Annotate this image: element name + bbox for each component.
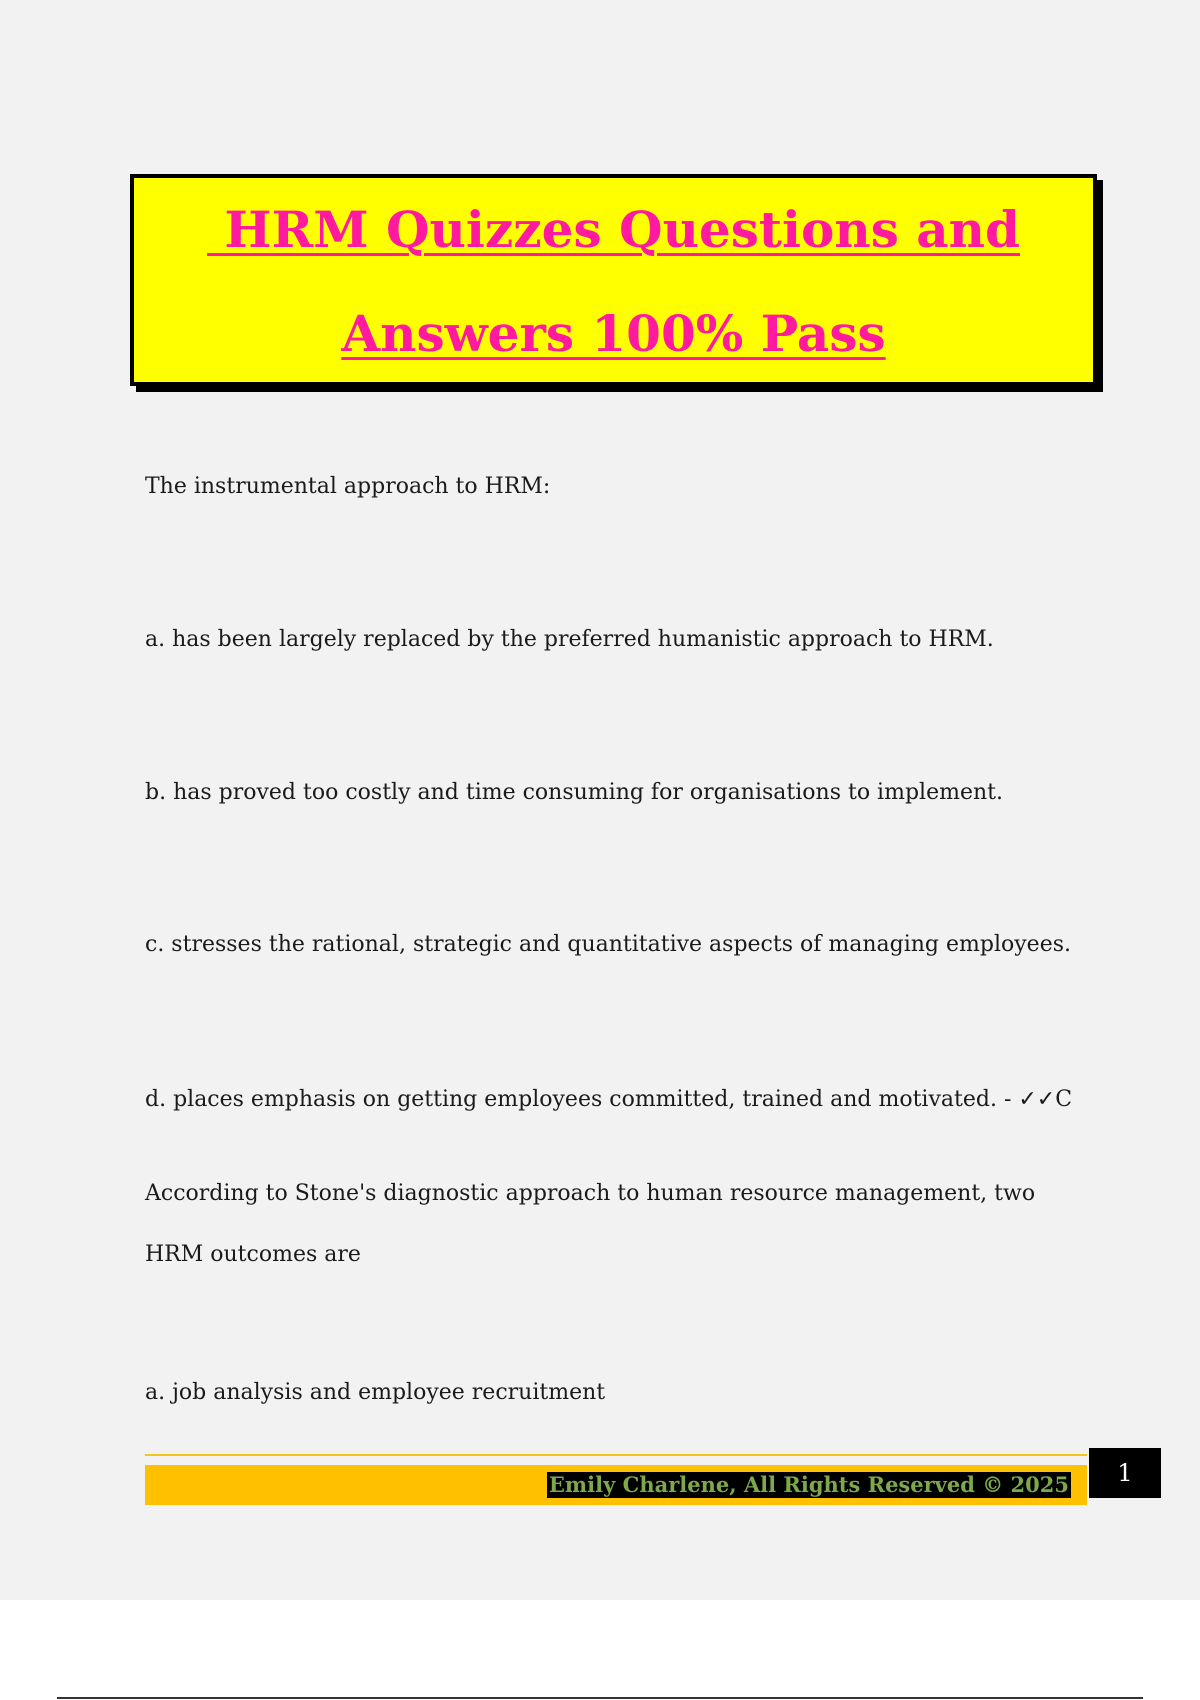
title-banner	[130, 174, 1097, 386]
question-2-option-a: a. job analysis and employee recruitment	[145, 1380, 606, 1405]
question-2: According to Stone's diagnostic approach to human resource management, two HRM outcomes are	[145, 1181, 1036, 1267]
question-1-option-b: b. has proved too costly and time consuming for organisations to implement.	[145, 780, 1003, 805]
question-1-option-a: a. has been largely replaced by the preferred humanistic approach to HRM.	[145, 627, 994, 652]
title-line-2: Answers 100% Pass	[341, 304, 886, 363]
page-number: 1	[1089, 1448, 1161, 1498]
page-bottom-rule	[57, 1697, 1143, 1699]
footer-bar	[145, 1465, 1087, 1505]
question-1: The instrumental approach to HRM:	[145, 474, 551, 499]
question-1-option-d: d. places emphasis on getting employees committed, trained and motivated. - ✓✓C	[145, 1087, 1073, 1112]
title-line-1: HRM Quizzes Questions and	[207, 200, 1020, 259]
footer-divider	[145, 1454, 1087, 1456]
question-1-option-c: c. stresses the rational, strategic and quantitative aspects of managing employees.	[145, 932, 1072, 957]
footer-copyright: Emily Charlene, All Rights Reserved © 2025	[548, 1472, 1069, 1497]
